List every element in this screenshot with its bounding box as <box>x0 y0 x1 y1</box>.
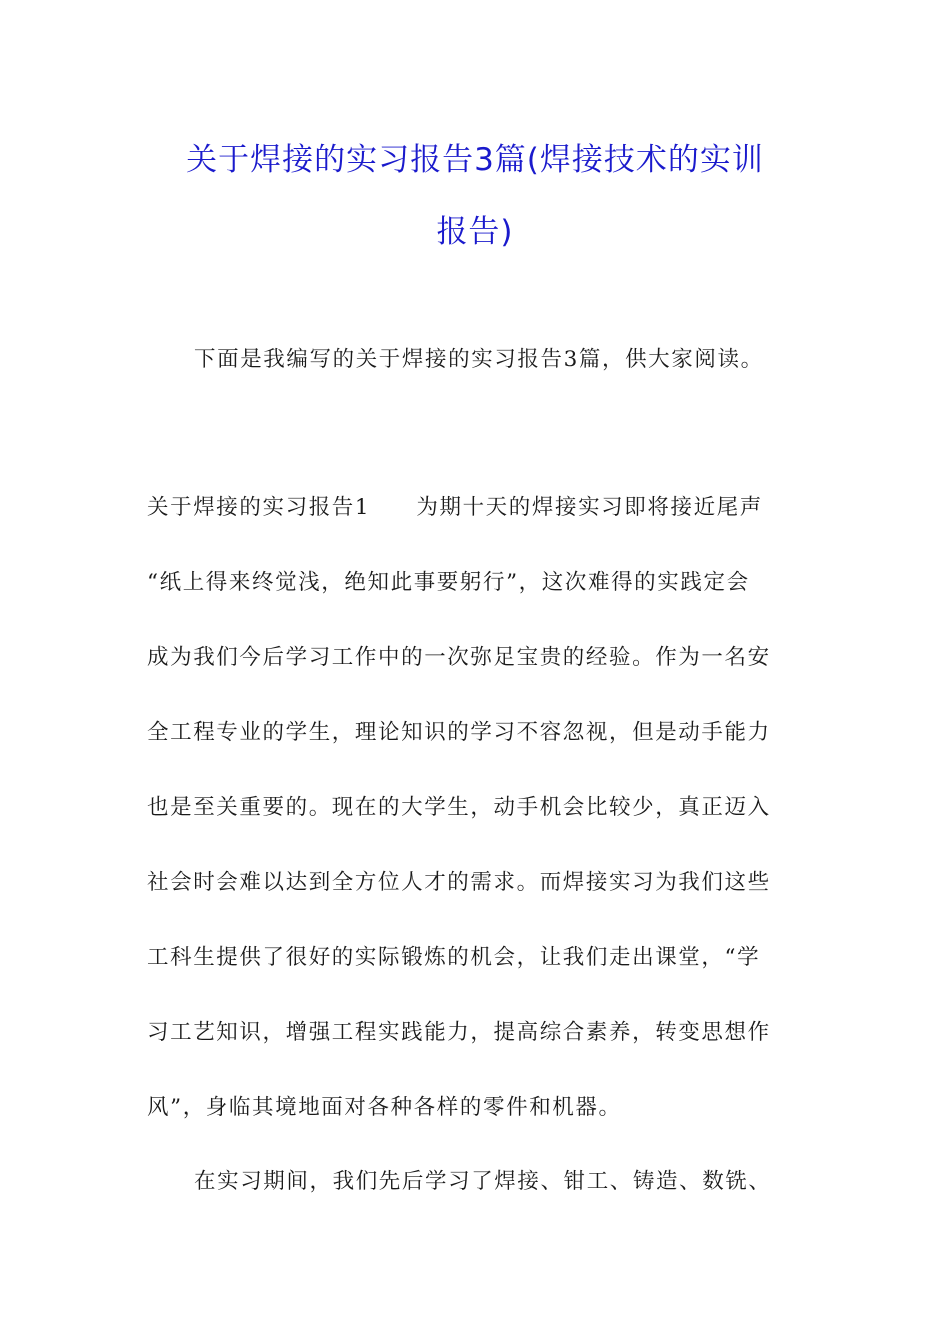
paragraph-line: 也是至关重要的。现在的大学生，动手机会比较少，真正迈入 <box>147 795 771 820</box>
paragraph-line: 全工程专业的学生，理论知识的学习不容忽视，但是动手能力 <box>147 720 771 745</box>
paragraph-line: 关于焊接的实习报告1 为期十天的焊接实习即将接近尾声 <box>147 495 763 520</box>
paragraph-2-first-line: 在实习期间，我们先后学习了焊接、钳工、铸造、数铣、 <box>194 1169 772 1194</box>
paragraph-line: 工科生提供了很好的实际锻炼的机会，让我们走出课堂，“学 <box>147 945 761 970</box>
document-title-line-1: 关于焊接的实习报告3篇(焊接技术的实训 <box>186 142 764 178</box>
document-title-line-2: 报告) <box>436 214 514 250</box>
intro-paragraph: 下面是我编写的关于焊接的实习报告3篇，供大家阅读。 <box>194 347 764 372</box>
paragraph-line: 成为我们今后学习工作中的一次弥足宝贵的经验。作为一名安 <box>147 645 771 670</box>
paragraph-line: 风”，身临其境地面对各种各样的零件和机器。 <box>147 1095 622 1120</box>
paragraph-line: “纸上得来终觉浅，绝知此事要躬行”，这次难得的实践定会 <box>147 570 750 595</box>
paragraph-line: 社会时会难以达到全方位人才的需求。而焊接实习为我们这些 <box>147 870 771 895</box>
paragraph-line: 习工艺知识，增强工程实践能力，提高综合素养，转变思想作 <box>147 1020 771 1045</box>
